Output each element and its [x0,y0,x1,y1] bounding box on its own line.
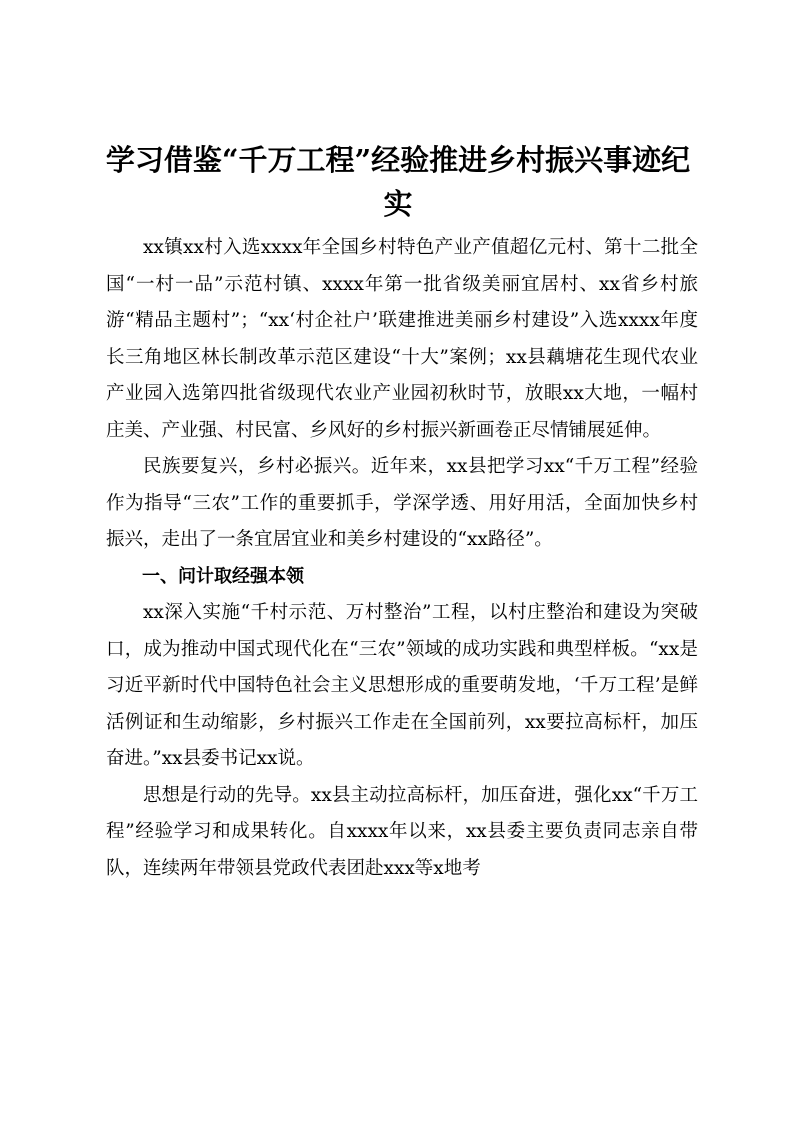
paragraph: xx深入实施“千村示范、万村整治”工程，以村庄整治和建设为突破口，成为推动中国式现代化在“三农”领域的成功实践和典型样板。“xx是习近平新时代中国特色社会主义思想形成的重要萌发地，‘千万工程’是鲜活例证和生动缩影，乡村振兴工作走在全国前列，xx要拉高标杆，加压奋进。”xx县委书记xx说。 [106,602,698,769]
paragraph: xx镇xx村入选xxxx年全国乡村特色产业产值超亿元村、第十二批全国“一村一品”示范村镇、xxxx年第一批省级美丽宜居村、xx省乡村旅游“精品主题村”；“xx‘村企社户’联建推进美丽乡村建设”入选xxxx年度长三角地区林长制改革示范区建设“十大”案例；xx县藕塘花生现代农业产业园入选第四批省级现代农业产业园初秋时节，放眼xx大地，一幅村庄美、产业强、村民富、乡风好的乡村振兴新画卷正尽情铺展延伸。 [106,237,698,441]
section-heading: 一、问计取经强本领 [142,565,304,587]
document-title: 学习借鉴“千万工程”经验推进乡村振兴事迹纪实 [105,143,691,221]
paragraph: 思想是行动的先导。xx县主动拉高标杆，加压奋进，强化xx“千万工程”经验学习和成果转化。自xxxx年以来，xx县委主要负责同志亲自带队，连续两年带领县党政代表团赴xxx等x地考 [106,784,698,879]
paragraph: 民族要复兴，乡村必振兴。近年来，xx县把学习xx“千万工程”经验作为指导“三农”工作的重要抓手，学深学透、用好用活，全面加快乡村振兴，走出了一条宜居宜业和美乡村建设的“xx路径”。 [106,456,698,550]
document-body [106,230,698,887]
